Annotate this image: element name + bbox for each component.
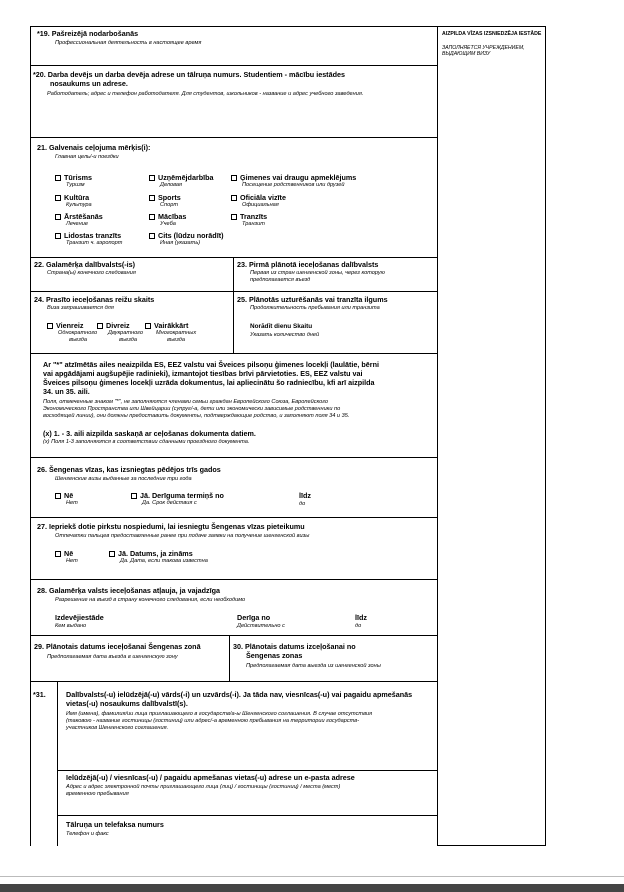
official-use-subtitle: ЗАПОЛНЯЕТСЯ УЧРЕЖДЕНИЕМ, ВЫДАЮЩИМ ВИЗУ [442,45,525,58]
note-lv-2: vai apgādājami augšupējie radinieki), izmantojot tiesības brīvi pārvietoties. ES, EEZ valstu vai [43,369,363,378]
field-29-label: 29. Plānotais datums ieceļošanai Šengenas zonā [34,642,201,651]
field-28-to-ru: до [355,623,362,629]
purpose-transit-checkbox[interactable]: Tranzīts Транзит [231,213,267,228]
field-31-phone-label: Tālruņa un telefaksa numurs [66,820,164,829]
field-28-entry-permit[interactable] [30,580,438,636]
field-20-label-1: *20. Darba devējs un darba devēja adrese un tālruņa numurs. Studentiem - mācību iestādes [33,70,345,79]
field-20-employer[interactable] [30,66,438,138]
previous-visas-yes-checkbox[interactable]: Jā. Derīguma termiņš no Да. Срок действия с [131,492,224,507]
field-31-address-section[interactable] [58,771,438,815]
entries-single-checkbox[interactable]: Vienreiz Однократного въезда [47,322,97,343]
field-30-label-2: Šengenas zonas [246,651,303,660]
field-23-label: 23. Pirmā plānotā ieceļošanas dalībvalsts [237,260,379,269]
note-lv-3: Šveices pilsoņu ģimenes locekļi uzrāda dokumentus, lai apliecinātu šo radniecību, kfi arī aizpilda [43,378,375,387]
purpose-family-visit-checkbox[interactable]: Ģimenes vai draugu apmeklējums Посещение родственников или друзей [231,174,356,189]
field-25-duration[interactable] [234,292,438,354]
purpose-official-visit-checkbox[interactable]: Oficiāla vizīte Официальная [231,194,286,209]
field-26-to-ru: до [299,501,306,507]
purpose-sports-checkbox[interactable]: Sports Спорт [149,194,181,209]
field-27-label: 27. Iepriekš dotie pirkstu nospiedumi, lai iesniegtu Šengenas vīzas pieteikumu [37,522,305,531]
field-31-address-ru-2: временною пребывания [66,791,129,797]
purpose-business-checkbox[interactable]: Uzņēmējdarbība Деловая [149,174,214,189]
note-lv-4: 34. un 35. aili. [43,387,90,396]
field-29-arrival-date[interactable] [30,636,230,682]
purpose-tourism-checkbox[interactable]: Tūrisms Туризм [55,174,92,189]
field-20-ru: Работодатель; адрес и телефон работодателя. Для студентов, школьников - название и адрес учебного заведения. [47,91,364,97]
field-20-label-2: nosaukums un adrese. [50,79,128,88]
viewer-bottom-bar [0,884,624,892]
field-31-label-1: Dalībvalsts(-u) ielūdzējā(-u) vārds(-i) un uzvārds(-i). Ja tāda nav, viesnīcas(-u) vai pagaidu apmešanās [66,690,413,699]
field-23-first-entry[interactable] [234,258,438,292]
field-28-valid-ru: Действительно с [237,623,285,629]
field-22-destination[interactable] [30,258,234,292]
field-19-occupation[interactable] [30,26,438,66]
field-24-ru: Виза запрашивается для [47,305,114,311]
note-lv-1: Ar "*" atzīmētās ailes neaizpilda ES, EEZ valstu vai Šveices pilsoņu ģimenes locekļi (laulātie, bērni [43,360,379,369]
field-31-label-2: vietas(-u) nosaukums dalībvalstī(s). [66,699,188,708]
field-22-ru: Страна(ы) конечного следования [47,270,136,276]
field-26-to-label: līdz [299,491,311,500]
field-25-subru: Указать количество дней [250,332,320,338]
purpose-culture-checkbox[interactable]: Kultūra Культура [55,194,92,209]
field-30-departure-date[interactable] [230,636,438,682]
field-19-label: *19. Pašreizējā nodarbošanās [37,29,139,38]
field-21-ru: Главная цель/-и поездки [55,154,119,160]
purpose-study-checkbox[interactable]: Mācības Учеба [149,213,186,228]
entries-multiple-checkbox[interactable]: Vairākkārt Многократных въезда [145,322,196,343]
field-23-ru-2: предполагается въезд [250,277,311,283]
note-ru-2: Экономического Пространства или Швейцарии (супруг/-а, дети или экономически зависимые родственники по [43,406,341,412]
field-26-ru: Шенгенские визы выданные за последние три года [55,476,192,482]
family-members-note [30,354,438,458]
note-x-ru: (x) Поля 1-3 заполняются в соответствии сданными проездного документа. [43,439,250,445]
note-ru-1: Поля, отмеченные знаком "*", не заполняются членами семьи граждан Европейского Союза, Европейского [43,399,329,405]
field-28-ru: Разрешение на въезд в страну конечного следования, если необходимо [55,597,246,603]
field-31-address-label: Ielūdzējā(-u) / viesnīcas(-u) / pagaidu apmešanas vietas(-u) adrese un e-pasta adrese [66,773,355,782]
field-28-to-label: līdz [355,613,367,622]
field-25-label: 25. Plānotās uzturēšanās vai tranzīta ilgums [237,295,388,304]
field-21-purpose [30,138,438,258]
field-31-number: *31. [33,690,46,699]
field-31-inviting-person [30,682,438,846]
note-x-lv: (x) 1. - 3. aili aizpilda saskaņā ar ceļošanas dokumenta datiem. [43,429,256,438]
field-22-label: 22. Galamērķa dalībvalsts(-is) [34,260,136,269]
entries-double-checkbox[interactable]: Divreiz Двукратного въезда [97,322,143,343]
field-28-valid-label: Derīga no [237,613,271,622]
purpose-medical-checkbox[interactable]: Ārstēšanās Лечение [55,213,103,228]
purpose-airport-transit-checkbox[interactable]: Lidostas tranzīts Транзит ч. аэропорт [55,232,122,247]
field-28-issued-label: Izdevējiestāde [55,613,104,622]
field-27-ru: Отпечатки пальцев предоставленные ранее при подаче заявки на получение шенгенской визы [55,533,310,539]
field-31-address-ru-1: Адрес и адрес электронной почты приглашающего лица (лиц) / гостиницы (гостиниц) / места (мест) [66,784,341,790]
field-25-ru: Продолжительность пребывания или транзита [250,305,380,311]
field-28-label: 28. Galamērķa valsts ieceļošanas atļauja, ja vajadzīga [37,586,220,595]
field-19-ru: Профессиональная деятельность в настоящее время [55,40,202,46]
note-ru-3: восходящей линии), они должны предоставить документы, подтверждающие родство, и заполняют поля 34 и 35. [43,413,350,419]
fingerprints-yes-checkbox[interactable]: Jā. Datums, ja zināms Да. Дата, если такова известна [109,550,208,565]
field-31-name-section[interactable] [58,682,438,770]
field-23-ru-1: Первая из стран шенгенской зоны, через которую [250,270,385,276]
field-31-phone-ru: Телефон и факс [66,831,109,837]
field-31-ru-3: участников Шенгенского соглашения. [66,725,169,731]
field-21-label: 21. Galvenais ceļojuma mērķis(i): [37,143,151,152]
field-30-label-1: 30. Plānotais datums izceļošanai no [233,642,356,651]
page-bottom-rule [0,876,624,877]
previous-visas-no-checkbox[interactable]: Nē Нет [55,492,78,507]
field-30-ru: Предполагаемая дата выезда из шенгенской зоны [246,663,381,669]
field-26-label: 26. Šengenas vīzas, kas izsniegtas pēdējos trīs gados [37,465,221,474]
field-26-previous-visas [30,458,438,518]
field-31-ru-1: Имя (имена), фамилия/ии лица приглашающего в государств/а-ы Шенгенского соглашения. В случае отсутствия [66,711,373,717]
field-31-ru-2: (таковою - название гостиницы (гостиниц) или адрес/-а временною пребывания на территории государств- [66,718,360,724]
field-29-ru: Предполагаемая дата въезда в шенгенскую зону [47,654,178,660]
fingerprints-no-checkbox[interactable]: Nē Нет [55,550,78,565]
official-use-title: AIZPILDA VĪZAS IZSNIEDZĒJA IESTĀDE [442,31,542,37]
purpose-other-checkbox[interactable]: Cits (lūdzu norādīt) Иная (указать) [149,232,223,247]
field-24-entries [30,292,234,354]
field-27-fingerprints [30,518,438,580]
field-24-label: 24. Prasīto ieceļošanas reižu skaits [34,295,155,304]
official-use-column [438,26,546,846]
field-31-phone-section[interactable] [58,816,438,846]
field-25-sub: Norādīt dienu Skaitu [250,323,313,330]
field-28-issued-ru: Кем выдано [55,623,87,629]
